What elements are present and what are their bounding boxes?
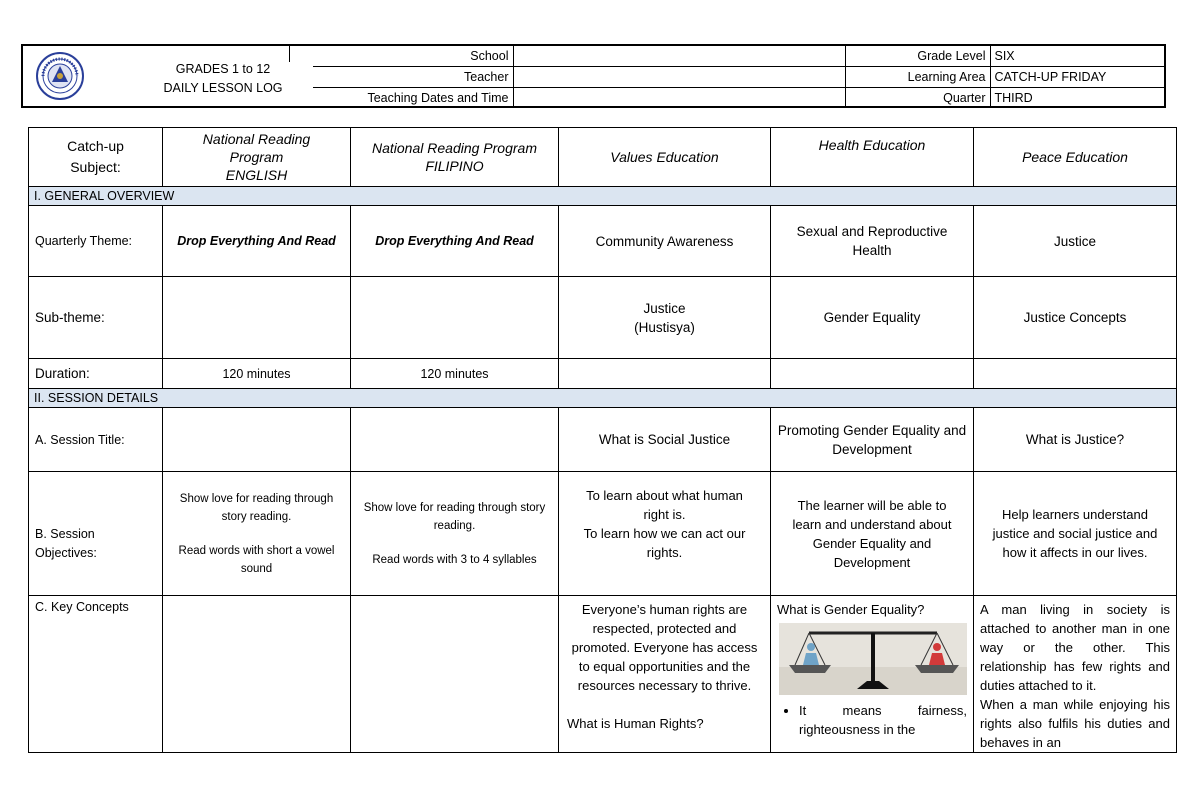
catchup-subject-label: [29, 128, 163, 187]
key-concepts-health-heading: What is Gender Equality?: [777, 602, 925, 617]
learning-area-label: Learning Area: [845, 67, 990, 88]
subject-english-l2: Program: [229, 149, 284, 165]
objectives-english: [163, 472, 351, 596]
deped-seal-icon: [36, 52, 84, 100]
subject-peace-l1: Peace Education: [1022, 149, 1128, 165]
grade-level-label: Grade Level: [845, 46, 990, 67]
key-concepts-filipino: [351, 596, 559, 753]
quarterly-theme-label: Quarterly Theme:: [29, 206, 163, 277]
duration-health: [771, 359, 974, 389]
sub-theme-values-l2: (Hustisya): [634, 319, 695, 335]
duration-peace: [974, 359, 1177, 389]
objectives-filipino-l1: Show love for reading through story reading.: [363, 501, 546, 532]
section-session-details-label: II. SESSION DETAILS: [29, 389, 1177, 408]
sub-theme-row: [29, 277, 1177, 359]
session-title-row: [29, 408, 1177, 472]
key-concepts-health: [771, 596, 974, 753]
key-concepts-peace-p2: When a man while enjoying his rights also fulfils his duties and behaves in an: [980, 697, 1170, 750]
session-title-english: [163, 408, 351, 472]
subject-values: [559, 128, 771, 187]
objectives-filipino-l2: Read words with 3 to 4 syllables: [372, 553, 537, 566]
key-concepts-values: [559, 596, 771, 753]
subject-values-l1: Values Education: [610, 149, 719, 165]
duration-row: [29, 359, 1177, 389]
grade-level-value[interactable]: SIX: [990, 46, 1166, 67]
lesson-log-table: [28, 127, 1177, 753]
sub-theme-peace: Justice Concepts: [974, 277, 1177, 359]
subject-english-l1: National Reading: [202, 131, 311, 147]
sub-theme-values: [559, 277, 771, 359]
school-label: School: [313, 46, 513, 67]
catchup-label-line1: Catch-up: [67, 138, 124, 154]
catchup-label-line2: Subject:: [70, 159, 121, 175]
duration-filipino: 120 minutes: [351, 359, 559, 389]
gender-equality-scale-image: [779, 623, 967, 695]
teaching-dates-label: Teaching Dates and Time: [367, 91, 509, 105]
section-session-details: [29, 389, 1177, 408]
sub-theme-filipino: [351, 277, 559, 359]
learning-area-value[interactable]: CATCH-UP FRIDAY: [990, 67, 1166, 88]
quarterly-theme-values: Community Awareness: [559, 206, 771, 277]
subject-filipino-l1: National Reading Program: [372, 140, 537, 156]
subject-english: [163, 128, 351, 187]
duration-english: 120 minutes: [163, 359, 351, 389]
objectives-values-l1: To learn about what human right is.: [586, 488, 743, 522]
header-title-line2: DAILY LESSON LOG: [163, 81, 283, 95]
header-title-line1: GRADES 1 to 12: [175, 62, 271, 76]
quarterly-theme-filipino: Drop Everything And Read: [351, 206, 559, 277]
health-bullet-list: [777, 701, 967, 739]
session-title-health: Promoting Gender Equality and Development: [771, 408, 974, 472]
objectives-row: [29, 472, 1177, 596]
key-concepts-values-p2: What is Human Rights?: [567, 716, 704, 731]
objectives-filipino: [351, 472, 559, 596]
session-title-filipino: [351, 408, 559, 472]
sub-theme-label: Sub-theme:: [29, 277, 163, 359]
subject-filipino: [351, 128, 559, 187]
header-row-dates: [313, 88, 1166, 109]
subject-peace: [974, 128, 1177, 187]
teacher-value[interactable]: [513, 67, 845, 88]
objectives-health: The learner will be able to learn and understand about Gender Equality and Development: [771, 472, 974, 596]
header-info-grid: [313, 46, 1166, 108]
subject-filipino-l2: FILIPINO: [425, 158, 484, 174]
dll-header: [21, 44, 1166, 108]
key-concepts-label: C. Key Concepts: [29, 596, 163, 753]
quarter-value[interactable]: THIRD: [990, 88, 1166, 109]
header-row-school: [313, 46, 1166, 67]
subject-health-l1: Health Education: [818, 137, 926, 153]
header-row-teacher: [313, 67, 1166, 88]
objectives-english-l2: Read words with short a vowel sound: [178, 544, 335, 575]
section-general-overview: [29, 187, 1177, 206]
subject-english-l3: ENGLISH: [225, 167, 288, 183]
duration-values: [559, 359, 771, 389]
objectives-label: [29, 472, 163, 596]
sub-theme-health: Gender Equality: [771, 277, 974, 359]
subject-row: [29, 128, 1177, 187]
header-title: [143, 60, 303, 98]
school-value[interactable]: [513, 46, 845, 67]
sub-theme-english: [163, 277, 351, 359]
quarterly-theme-health: Sexual and Reproductive Health: [771, 206, 974, 277]
objectives-peace: Help learners understand justice and social justice and how it affects in our lives.: [974, 472, 1177, 596]
section-general-overview-label: I. GENERAL OVERVIEW: [29, 187, 1177, 206]
key-concepts-values-p1: Everyone’s human rights are respected, protected and promoted. Everyone has access to equal opportunities and the resources necessary to thrive.: [571, 602, 758, 693]
duration-label: Duration:: [29, 359, 163, 389]
quarter-label: Quarter: [845, 88, 990, 109]
key-concepts-english: [163, 596, 351, 753]
key-concepts-row: [29, 596, 1177, 753]
sub-theme-values-l1: Justice: [643, 300, 686, 316]
quarterly-theme-peace: Justice: [974, 206, 1177, 277]
subject-health: [771, 128, 974, 187]
objectives-english-l1: Show love for reading through story reading.: [179, 492, 334, 523]
teacher-label: Teacher: [313, 67, 513, 88]
teaching-dates-value[interactable]: [513, 88, 845, 109]
health-bullet-item: • It means fairness, righteousness in the: [799, 701, 967, 739]
quarterly-theme-english: Drop Everything And Read: [163, 206, 351, 277]
session-title-label: A. Session Title:: [29, 408, 163, 472]
header-divider: [289, 46, 290, 62]
session-title-values: What is Social Justice: [559, 408, 771, 472]
quarterly-theme-row: [29, 206, 1177, 277]
objectives-label-l1: B. Session: [35, 526, 95, 541]
key-concepts-peace: [974, 596, 1177, 753]
objectives-values: [559, 472, 771, 596]
key-concepts-peace-p1: A man living in society is attached to another man in one way or the other. This relationship has few rights and duties attached to it.: [980, 602, 1170, 693]
session-title-peace: What is Justice?: [974, 408, 1177, 472]
objectives-values-l2: To learn how we can act our rights.: [583, 526, 746, 560]
objectives-label-l2: Objectives:: [35, 545, 97, 560]
